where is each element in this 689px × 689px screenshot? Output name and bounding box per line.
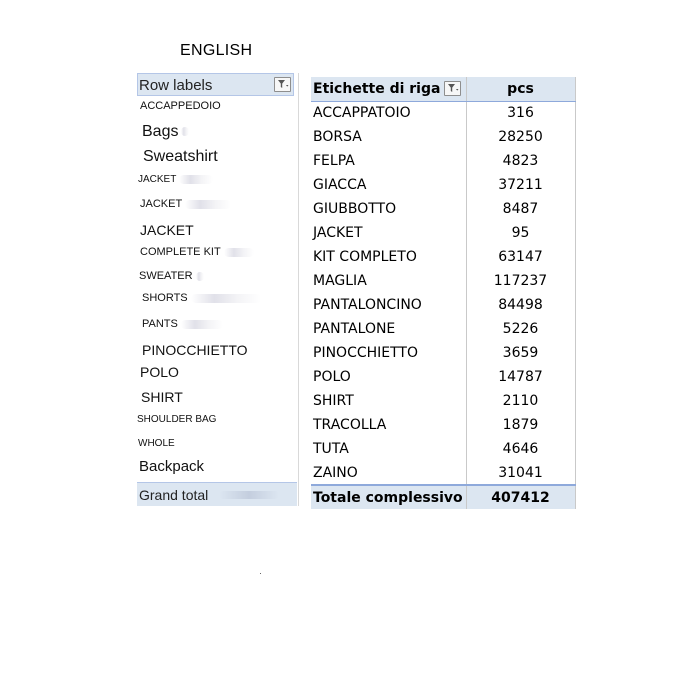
row-label-cell: MAGLIA (313, 273, 367, 289)
english-row-label: JACKET (140, 222, 194, 238)
blurred-mark (191, 294, 261, 303)
pcs-value-cell: 4646 (466, 437, 575, 461)
row-label-cell: POLO (313, 369, 351, 385)
english-row-label: SHORTS (142, 292, 261, 304)
english-row-label: POLO (140, 364, 179, 380)
stray-dot (260, 573, 261, 574)
blurred-mark (181, 320, 223, 329)
table-row (311, 173, 575, 197)
english-row-labels-panel (137, 73, 299, 506)
table-row (311, 365, 575, 389)
total-row (311, 485, 575, 509)
english-row-label: Backpack (139, 458, 205, 475)
english-row-label: PINOCCHIETTO (142, 342, 248, 358)
table-row (311, 437, 575, 461)
row-label-cell: SHIRT (313, 393, 354, 409)
row-label-cell: BORSA (313, 129, 362, 145)
table-row (311, 389, 575, 413)
pcs-value-cell: 4823 (466, 149, 575, 173)
english-row-label: JACKET (140, 198, 231, 210)
row-label-cell: TRACOLLA (313, 417, 387, 433)
table-row (311, 197, 575, 221)
pcs-value-cell: 63147 (466, 245, 575, 269)
grand-total-label: Grand total (139, 487, 209, 503)
pcs-value-cell: 14787 (466, 365, 575, 389)
table-row (311, 221, 575, 245)
english-row-label: PANTS (142, 318, 223, 330)
pcs-value-cell: 8487 (466, 197, 575, 221)
row-label-cell: JACKET (313, 225, 363, 241)
english-row-label: SHOULDER BAG (137, 414, 217, 425)
table-row (311, 125, 575, 149)
filter-icon (277, 79, 289, 90)
row-label-cell: GIUBBOTTO (313, 201, 397, 217)
pcs-value-cell: 84498 (466, 293, 575, 317)
row-labels-column-header: Etichette di riga (311, 77, 466, 101)
row-label-cell: TUTA (313, 441, 349, 457)
blurred-mark (179, 175, 213, 184)
row-label-cell: ZAINO (313, 464, 358, 481)
pcs-value-cell: 1879 (466, 413, 575, 437)
english-header (137, 73, 294, 96)
table-row (311, 245, 575, 269)
pcs-value-cell: 95 (466, 221, 575, 245)
pcs-value-cell: 316 (466, 101, 575, 125)
english-row-label: COMPLETE KIT (140, 246, 254, 258)
table-row (311, 269, 575, 293)
english-row-label: Sweatshirt (143, 148, 218, 165)
pcs-value-cell: 28250 (466, 125, 575, 149)
row-label-cell: PANTALONE (313, 321, 396, 337)
english-row-label: Bags (142, 123, 189, 141)
grand-total-row (137, 482, 297, 506)
total-value: 407412 (466, 485, 575, 509)
row-label-cell: PANTALONCINO (313, 297, 422, 313)
row-label-cell: ACCAPPATOIO (313, 105, 411, 122)
pcs-value-cell: 117237 (466, 269, 575, 293)
english-row-label: WHOLE (138, 438, 175, 449)
english-heading: ENGLISH (180, 42, 253, 59)
table-row (311, 461, 575, 485)
english-row-label: ACCAPPEDOIO (140, 100, 221, 112)
row-labels-header: Row labels (139, 77, 213, 94)
table-row (311, 341, 575, 365)
row-label-cell: GIACCA (313, 177, 367, 193)
table-row (311, 317, 575, 341)
filter-dropdown-button[interactable] (444, 81, 461, 96)
table-row (311, 413, 575, 437)
table-row (311, 293, 575, 317)
table-header-row (311, 77, 575, 101)
blurred-mark (185, 200, 231, 209)
row-label-cell: FELPA (313, 153, 355, 169)
pcs-value-cell: 3659 (466, 341, 575, 365)
italian-pivot-table (311, 77, 576, 509)
blurred-mark (196, 272, 204, 281)
blurred-mark (181, 127, 189, 136)
blurred-mark (224, 248, 254, 257)
row-label-cell: PINOCCHIETTO (313, 345, 418, 361)
english-row-label: SHIRT (141, 389, 183, 405)
english-row-label: JACKET (138, 174, 213, 185)
table-row (311, 149, 575, 173)
blurred-mark (219, 491, 279, 499)
total-label: Totale complessivo (311, 485, 466, 509)
filter-icon (447, 83, 459, 94)
table-row (311, 101, 575, 125)
pcs-column-header: pcs (466, 77, 575, 101)
pcs-value-cell: 31041 (466, 461, 575, 485)
table-body (311, 101, 575, 485)
pcs-value-cell: 2110 (466, 389, 575, 413)
pcs-value-cell: 37211 (466, 173, 575, 197)
pcs-value-cell: 5226 (466, 317, 575, 341)
english-row-label: SWEATER (139, 270, 204, 282)
filter-dropdown-button[interactable] (274, 77, 291, 92)
row-label-cell: KIT COMPLETO (313, 249, 417, 265)
